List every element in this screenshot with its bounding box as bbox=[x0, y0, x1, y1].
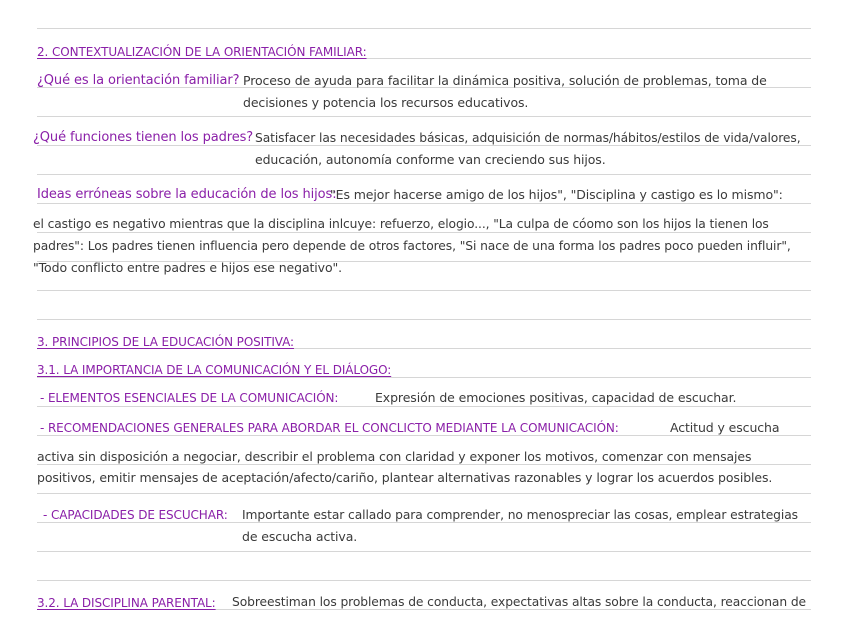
section-2-heading: 2. CONTEXTUALIZACIÓN DE LA ORIENTACIÓN FAMILIAR: bbox=[37, 45, 367, 59]
ruled-line bbox=[37, 493, 811, 494]
ruled-line bbox=[37, 28, 811, 29]
q1-answer-line2: decisiones y potencia los recursos educativos. bbox=[243, 95, 529, 110]
ruled-line bbox=[37, 203, 811, 204]
q3-answer-line3: padres": Los padres tienen influencia pero depende de otros factores, "Si nace de una forma los padres poco pueden influir", bbox=[33, 239, 791, 253]
q2-label: ¿Qué funciones tienen los padres? bbox=[33, 130, 254, 145]
q3-answer-line2: el castigo es negativo mientras que la disciplina inlcuye: refuerzo, elogio..., "La culpa de cóomo son los hijos la tienen los bbox=[33, 217, 769, 231]
q3-label: Ideas erróneas sobre la educación de los hijos: bbox=[37, 187, 337, 202]
ruled-line bbox=[37, 116, 811, 117]
recomendaciones-line2: activa sin disposición a negociar, describir el problema con claridad y exponer los motivos, comenzar con mensajes bbox=[37, 449, 752, 464]
capacidades-line2: de escucha activa. bbox=[242, 529, 358, 544]
recomendaciones-line1: Actitud y escucha bbox=[670, 420, 780, 435]
ruled-line bbox=[37, 551, 811, 552]
ruled-line bbox=[37, 232, 811, 233]
section-3-heading: 3. PRINCIPIOS DE LA EDUCACIÓN POSITIVA: bbox=[37, 335, 294, 349]
ruled-line bbox=[37, 406, 811, 407]
section-3-1-heading: 3.1. LA IMPORTANCIA DE LA COMUNICACIÓN Y EL DIÁLOGO: bbox=[37, 363, 392, 377]
capacidades-label: - CAPACIDADES DE ESCUCHAR: bbox=[43, 508, 228, 522]
section-3-2-heading: 3.2. LA DISCIPLINA PARENTAL: bbox=[37, 596, 216, 610]
ruled-line bbox=[37, 174, 811, 175]
q3-answer-line1: "Es mejor hacerse amigo de los hijos", "Disciplina y castigo es lo mismo": bbox=[330, 187, 783, 202]
ruled-line bbox=[37, 290, 811, 291]
ruled-line bbox=[37, 319, 811, 320]
elementos-label: - ELEMENTOS ESENCIALES DE LA COMUNICACIÓN: bbox=[40, 391, 339, 405]
q2-answer-line1: Satisfacer las necesidades básicas, adquisición de normas/hábitos/estilos de vida/valores, bbox=[255, 131, 801, 145]
recomendaciones-line3: positivos, emitir mensajes de aceptación/afecto/cariño, plantear alternativas razonables y lograr los acuerdos posibles. bbox=[37, 470, 773, 485]
disciplina-line1: Sobreestiman los problemas de conducta, expectativas altas sobre la conducta, reaccionan de bbox=[232, 595, 807, 609]
q3-answer-line4: "Todo conflicto entre padres e hijos ese negativo". bbox=[33, 260, 343, 275]
elementos-text: Expresión de emociones positivas, capacidad de escuchar. bbox=[375, 390, 737, 405]
ruled-line bbox=[37, 580, 811, 581]
q1-label: ¿Qué es la orientación familiar? bbox=[37, 73, 240, 88]
q1-answer-line1: Proceso de ayuda para facilitar la dinámica positiva, solución de problemas, toma de bbox=[243, 73, 767, 88]
recomendaciones-label: - RECOMENDACIONES GENERALES PARA ABORDAR EL CONCLICTO MEDIANTE LA COMUNICACIÓN: bbox=[40, 421, 619, 435]
capacidades-line1: Importante estar callado para comprender, no menospreciar las cosas, emplear estrategias bbox=[242, 508, 798, 522]
q2-answer-line2: educación, autonomía conforme van creciendo sus hijos. bbox=[255, 152, 606, 167]
